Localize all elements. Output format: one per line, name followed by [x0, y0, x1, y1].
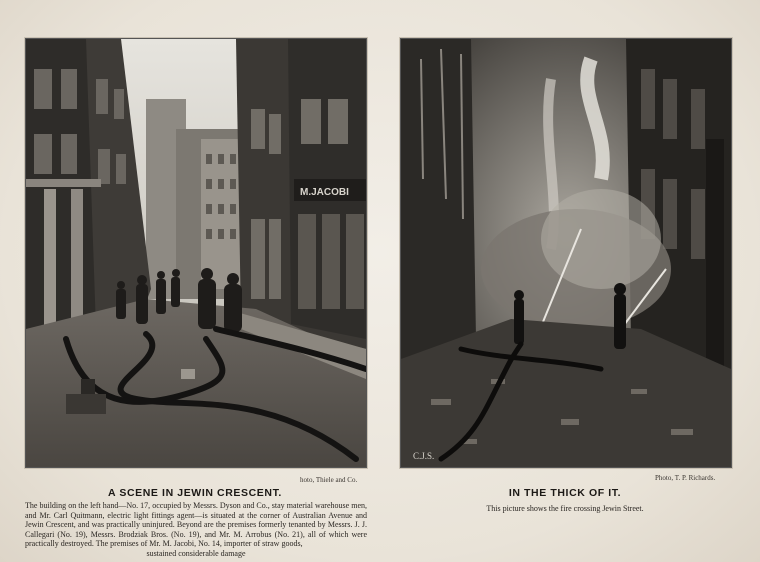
illustration-fire-jewin-street [400, 38, 732, 468]
caption-title-left: A SCENE IN JEWIN CRESCENT. [108, 487, 282, 499]
shop-sign-jacobi: M.JACOBI [300, 187, 349, 198]
photo-credit-left: hoto, Thiele and Co. [300, 476, 358, 484]
photo-jewin-crescent [25, 38, 367, 468]
caption-title-right: IN THE THICK OF IT. [508, 487, 622, 499]
caption-body-left [25, 501, 367, 559]
photo-credit-right: Photo, T. P. Richards. [655, 474, 716, 482]
caption-body-left-last-line: sustained considerable damage [146, 548, 246, 558]
caption-body-left-text: The building on the left hand—No. 17, occupied by Messrs. Dyson and Co., stay material warehouse men, and Mr. Carl Quitmann, electric light fittings agent—is situated at the corner of Australian Avenue and Jewin Crescent, and was practically uninjured. Beyond are the premises formerly tenanted by Messrs. J. J. Callegari (No. 19), Messrs. Brodziak Bros. (No. 19), and Mr. M. Arrobus (No. 21), all of which were practically destroyed. The premises of Mr. M. Jacobi, No. 14, importer of straw goods, [25, 501, 367, 549]
caption-body-right: This picture shows the fire crossing Jewin Street. [486, 504, 644, 513]
artist-signature: C.J.S. [413, 451, 435, 461]
